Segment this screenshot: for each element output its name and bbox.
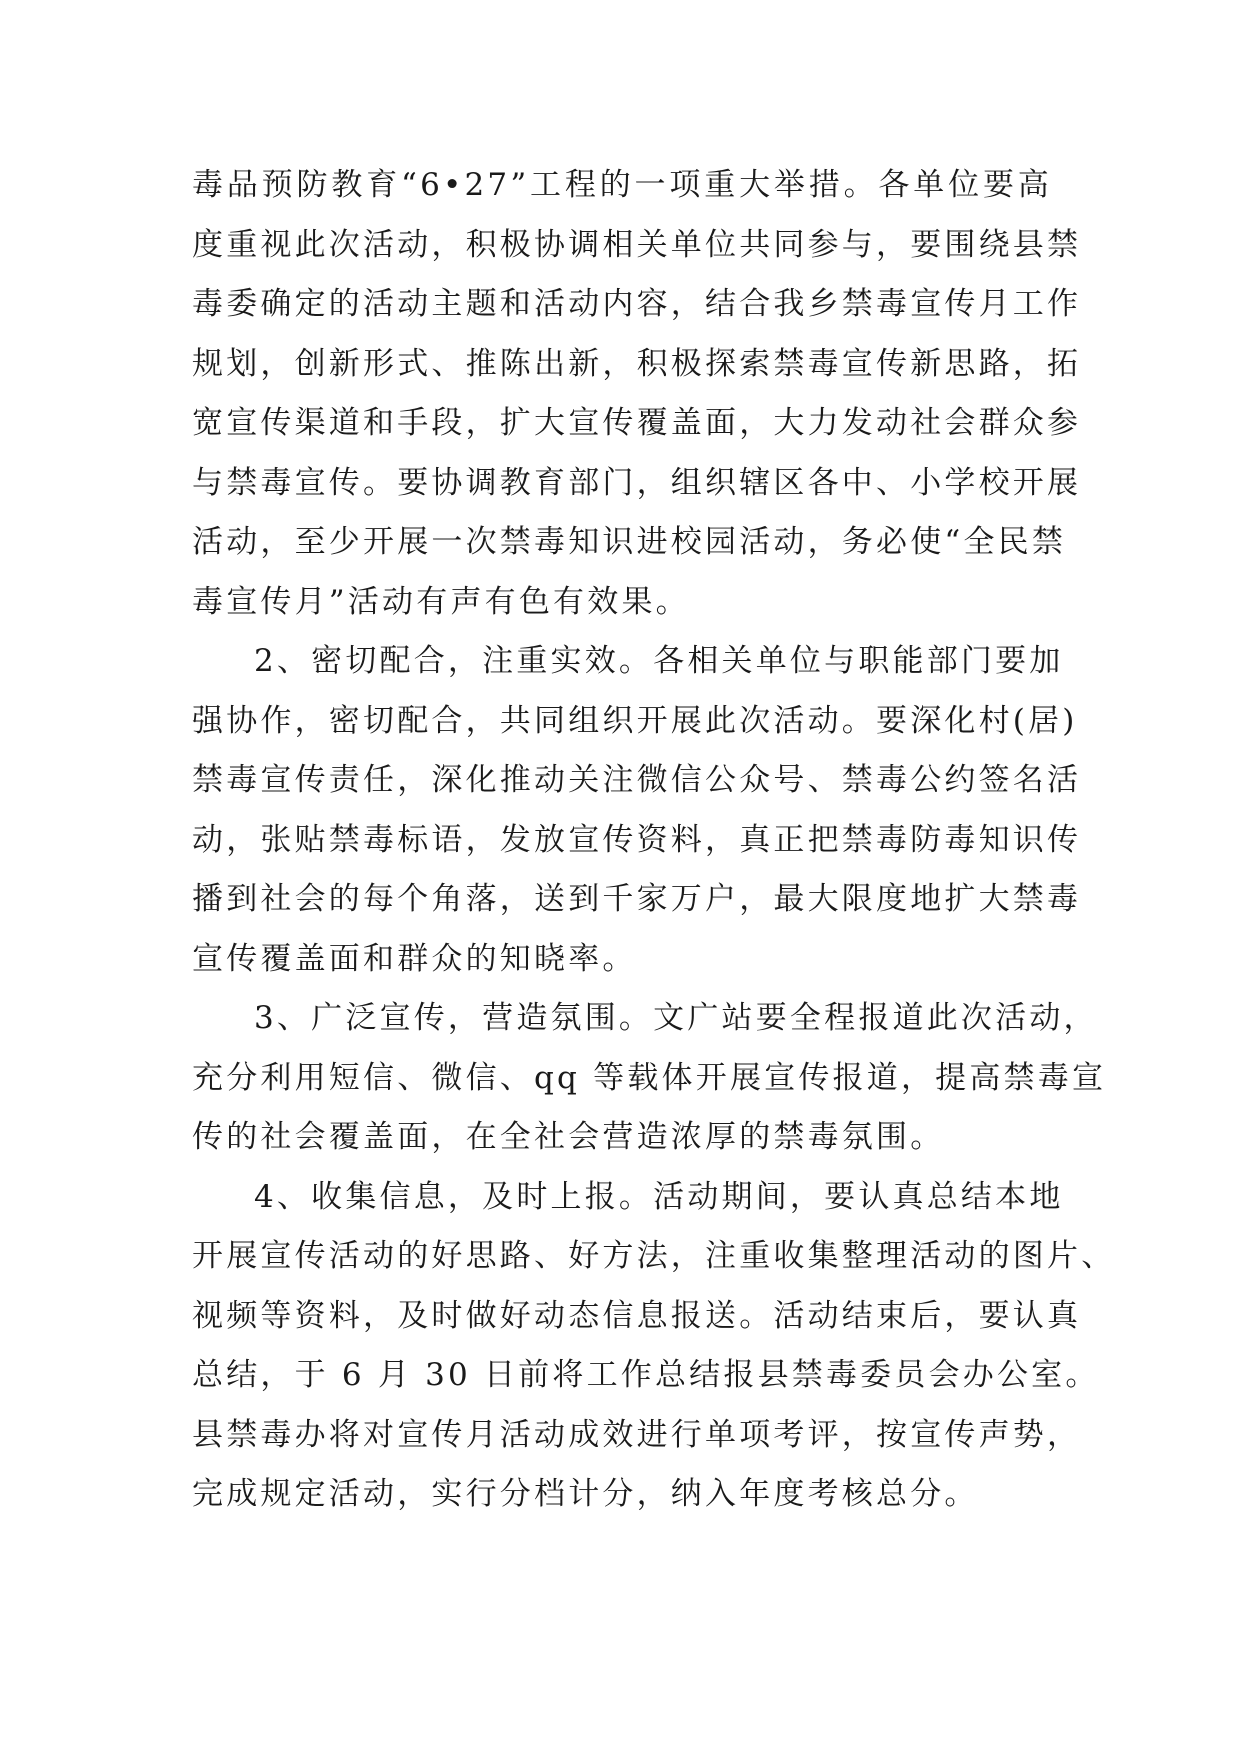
text-line: 完成规定活动，实行分档计分，纳入年度考核总分。 bbox=[192, 1476, 979, 1512]
text-line: 播到社会的每个角落，送到千家万户，最大限度地扩大禁毒 bbox=[192, 881, 1082, 917]
text-line: 总结，于 6 月 30 日前将工作总结报县禁毒委员会办公室。 bbox=[192, 1357, 1100, 1393]
text-line: 毒委确定的活动主题和活动内容，结合我乡禁毒宣传月工作 bbox=[192, 286, 1082, 322]
text-line: 宽宣传渠道和手段，扩大宣传覆盖面，大力发动社会群众参 bbox=[192, 405, 1082, 441]
text-line: 视频等资料，及时做好动态信息报送。活动结束后，要认真 bbox=[192, 1297, 1082, 1334]
text-line: 县禁毒办将对宣传月活动成效进行单项考评，按宣传声势， bbox=[192, 1416, 1082, 1453]
text-line: 毒宣传月”活动有声有色有效果。 bbox=[192, 583, 690, 620]
text-line: 强协作，密切配合，共同组织开展此次活动。要深化村(居) bbox=[192, 702, 1078, 739]
text-line: 度重视此次活动，积极协调相关单位共同参与，要围绕县禁 bbox=[192, 226, 1082, 263]
text-line: 3、广泛宣传，营造氛围。文广站要全程报道此次活动， bbox=[254, 1000, 1098, 1036]
text-line: 充分利用短信、微信、qq 等载体开展宣传报道，提高禁毒宣 bbox=[192, 1059, 1107, 1096]
paragraph-1 bbox=[192, 156, 1082, 632]
text-line: 动，张贴禁毒标语，发放宣传资料，真正把禁毒防毒知识传 bbox=[192, 821, 1082, 858]
text-line: 4、收集信息，及时上报。活动期间，要认真总结本地 bbox=[254, 1178, 1064, 1215]
paragraph-3 bbox=[192, 989, 1107, 1168]
document-body bbox=[192, 156, 1116, 1525]
paragraph-4 bbox=[192, 1168, 1116, 1525]
text-line: 与禁毒宣传。要协调教育部门，组织辖区各中、小学校开展 bbox=[192, 464, 1082, 501]
text-line: 毒品预防教育“6•27”工程的一项重大举措。各单位要高 bbox=[192, 167, 1052, 203]
text-line: 开展宣传活动的好思路、好方法，注重收集整理活动的图片、 bbox=[192, 1238, 1116, 1274]
paragraph-2 bbox=[192, 632, 1082, 989]
text-line: 2、密切配合，注重实效。各相关单位与职能部门要加 bbox=[254, 643, 1064, 679]
text-line: 禁毒宣传责任，深化推动关注微信公众号、禁毒公约签名活 bbox=[192, 762, 1082, 798]
text-line: 规划，创新形式、推陈出新，积极探索禁毒宣传新思路，拓 bbox=[192, 345, 1082, 382]
text-line: 宣传覆盖面和群众的知晓率。 bbox=[192, 940, 637, 977]
text-line: 传的社会覆盖面，在全社会营造浓厚的禁毒氛围。 bbox=[192, 1119, 945, 1155]
text-line: 活动，至少开展一次禁毒知识进校园活动，务必使“全民禁 bbox=[192, 524, 1067, 560]
